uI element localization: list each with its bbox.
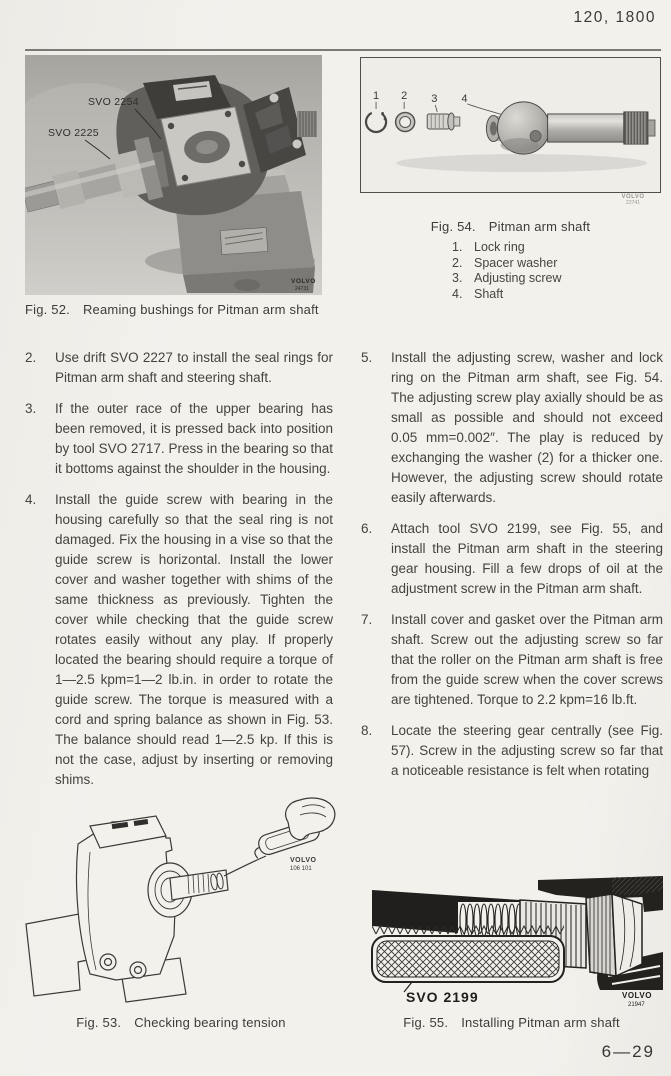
step-text: Install the adjusting screw, washer and lock ring on the Pitman arm shaft, see Fig. 54. The adjusting screw play axially should be as small as possible and should not exceed 0.05 mm=0.002″. The play is reduced by exchanging the washer (2) for a thicker one. However, the adjusting screw should rotate easily afterwards. — [391, 350, 663, 505]
volvo-number-text: 24731 — [295, 286, 309, 292]
step-text: Install the guide screw with bearing in the housing carefully so that the seal ring is not damaged. Fix the housing in a vise so that the guide screw is horizontal. Install the lower cover and washer together with shims of the same thickness as previously. Tighten the cover while checking that the guide screw rotates easily without any play. If properly located the bearing should require a torque of 1—2.5 kpm=1—2 lb.in. in order to rotate the guide screw. The torque is measured with a cord and spring balance as shown in Fig. 53. The balance should read 1—2.5 kp. If this is not the case, adjust by inserting or removing shims. — [55, 492, 333, 787]
volvo-brand-text: VOLVO — [621, 194, 645, 200]
step-item-3 — [25, 399, 333, 479]
legend-item — [452, 240, 562, 256]
step-item-6 — [361, 519, 663, 599]
svo-2199-label: SVO 2199 — [406, 989, 479, 1005]
legend-label: Spacer washer — [474, 255, 558, 270]
legend-label: Adjusting screw — [474, 271, 562, 286]
callout-4: 4 — [461, 92, 468, 105]
cord — [224, 856, 266, 876]
step-item-8 — [361, 721, 663, 781]
hand — [286, 798, 335, 840]
figure-55-drawing — [360, 864, 668, 1009]
part-spacer-washer — [396, 112, 415, 131]
step-text: Use drift SVO 2227 to install the seal rings for Pitman arm shaft and steering shaft. — [55, 350, 333, 385]
page-number: 6—29 — [601, 1042, 655, 1061]
svo-2225-label: SVO 2225 — [48, 127, 99, 139]
fig53-caption — [20, 1015, 342, 1030]
legend-item — [452, 271, 562, 287]
legend-label: Shaft — [474, 286, 504, 301]
fig53-caption-label: Fig. 53. — [76, 1015, 122, 1030]
checking-bearing-tension-drawing — [20, 786, 342, 1012]
steps-column-right — [361, 348, 663, 792]
step-text: If the outer race of the upper bearing has been removed, it is pressed back into position by tool SVO 2717. Press in the bearing so that it bottoms against the shoulder in the housing. — [55, 401, 333, 476]
step-number: 6. — [361, 521, 373, 536]
fig52-caption-text: Reaming bushings for Pitman arm shaft — [82, 302, 319, 317]
volvo-mark-fig54 — [611, 194, 655, 206]
volvo-number-text: 21947 — [628, 1002, 645, 1008]
legend-number: 2. — [452, 255, 463, 270]
guide-screw-shaft — [148, 863, 228, 917]
steps-column-left — [25, 348, 333, 801]
installing-pitman-arm-shaft-drawing — [360, 864, 668, 1009]
fig52-caption-label: Fig. 52. — [25, 302, 70, 317]
pitman-arm-shaft-exploded-view — [361, 58, 660, 192]
fig54-caption — [360, 219, 661, 234]
fig55-caption — [360, 1015, 663, 1030]
header-model-ref: 120, 1800 — [573, 9, 656, 26]
figure-52-photo — [25, 55, 322, 295]
step-item-5 — [361, 348, 663, 508]
step-text: Locate the steering gear centrally (see Fig. 57). Screw in the adjusting screw so far that a noticeable resistance is felt when rotating — [391, 723, 663, 778]
callout-1: 1 — [373, 89, 380, 102]
fig55-caption-text: Installing Pitman arm shaft — [461, 1015, 620, 1030]
volvo-brand-text: VOLVO — [291, 278, 316, 285]
fig55-caption-label: Fig. 55. — [403, 1015, 449, 1030]
step-item-7 — [361, 610, 663, 710]
legend-number: 1. — [452, 240, 463, 254]
callout-3: 3 — [431, 92, 438, 105]
ground-shadow — [396, 154, 647, 172]
callout-2: 2 — [401, 89, 408, 102]
step-number: 5. — [361, 350, 373, 365]
volvo-mark-fig55 — [622, 991, 652, 1008]
volvo-number-text: 22741 — [626, 200, 640, 206]
legend-item — [452, 256, 562, 272]
step-text: Attach tool SVO 2199, see Fig. 55, and install the Pitman arm shaft in the steering gear housing. Fill a few drops of oil at the adjustment screw in the Pitman arm shaft. — [391, 521, 663, 596]
step-text: Install cover and gasket over the Pitman arm shaft. Screw out the adjusting screw so far that the roller on the Pitman arm shaft is free from the guide screw when the cover screws are tightened. Torque to 2.2 kpm=16 lb.ft. — [391, 612, 663, 707]
legend-number: 3. — [452, 271, 463, 286]
step-number: 3. — [25, 401, 37, 416]
fig54-legend — [452, 240, 562, 302]
fig54-caption-text: Pitman arm shaft — [488, 219, 591, 234]
step-item-2 — [25, 348, 333, 388]
legend-label: Lock ring — [474, 240, 525, 254]
fig53-caption-text: Checking bearing tension — [134, 1015, 286, 1030]
figure-53-drawing — [20, 786, 342, 1012]
step-number: 4. — [25, 492, 37, 507]
step-number: 8. — [361, 723, 373, 738]
volvo-brand-text: VOLVO — [622, 991, 652, 1000]
step-number: 2. — [25, 350, 37, 365]
svo-2254-label: SVO 2254 — [88, 96, 139, 108]
fig54-caption-label: Fig. 54. — [430, 219, 476, 234]
fig52-caption — [25, 302, 325, 317]
reaming-bushings-photo — [25, 55, 322, 295]
volvo-mark-fig53 — [290, 857, 317, 872]
volvo-brand-text: VOLVO — [290, 857, 317, 864]
step-number: 7. — [361, 612, 373, 627]
header-rule — [25, 49, 661, 51]
figure-54-drawing — [360, 57, 661, 193]
legend-number: 4. — [452, 286, 463, 301]
legend-item — [452, 287, 562, 303]
step-item-4 — [25, 490, 333, 790]
installing-sleeve-tool — [372, 924, 564, 992]
volvo-number-text: 106 101 — [290, 866, 312, 872]
